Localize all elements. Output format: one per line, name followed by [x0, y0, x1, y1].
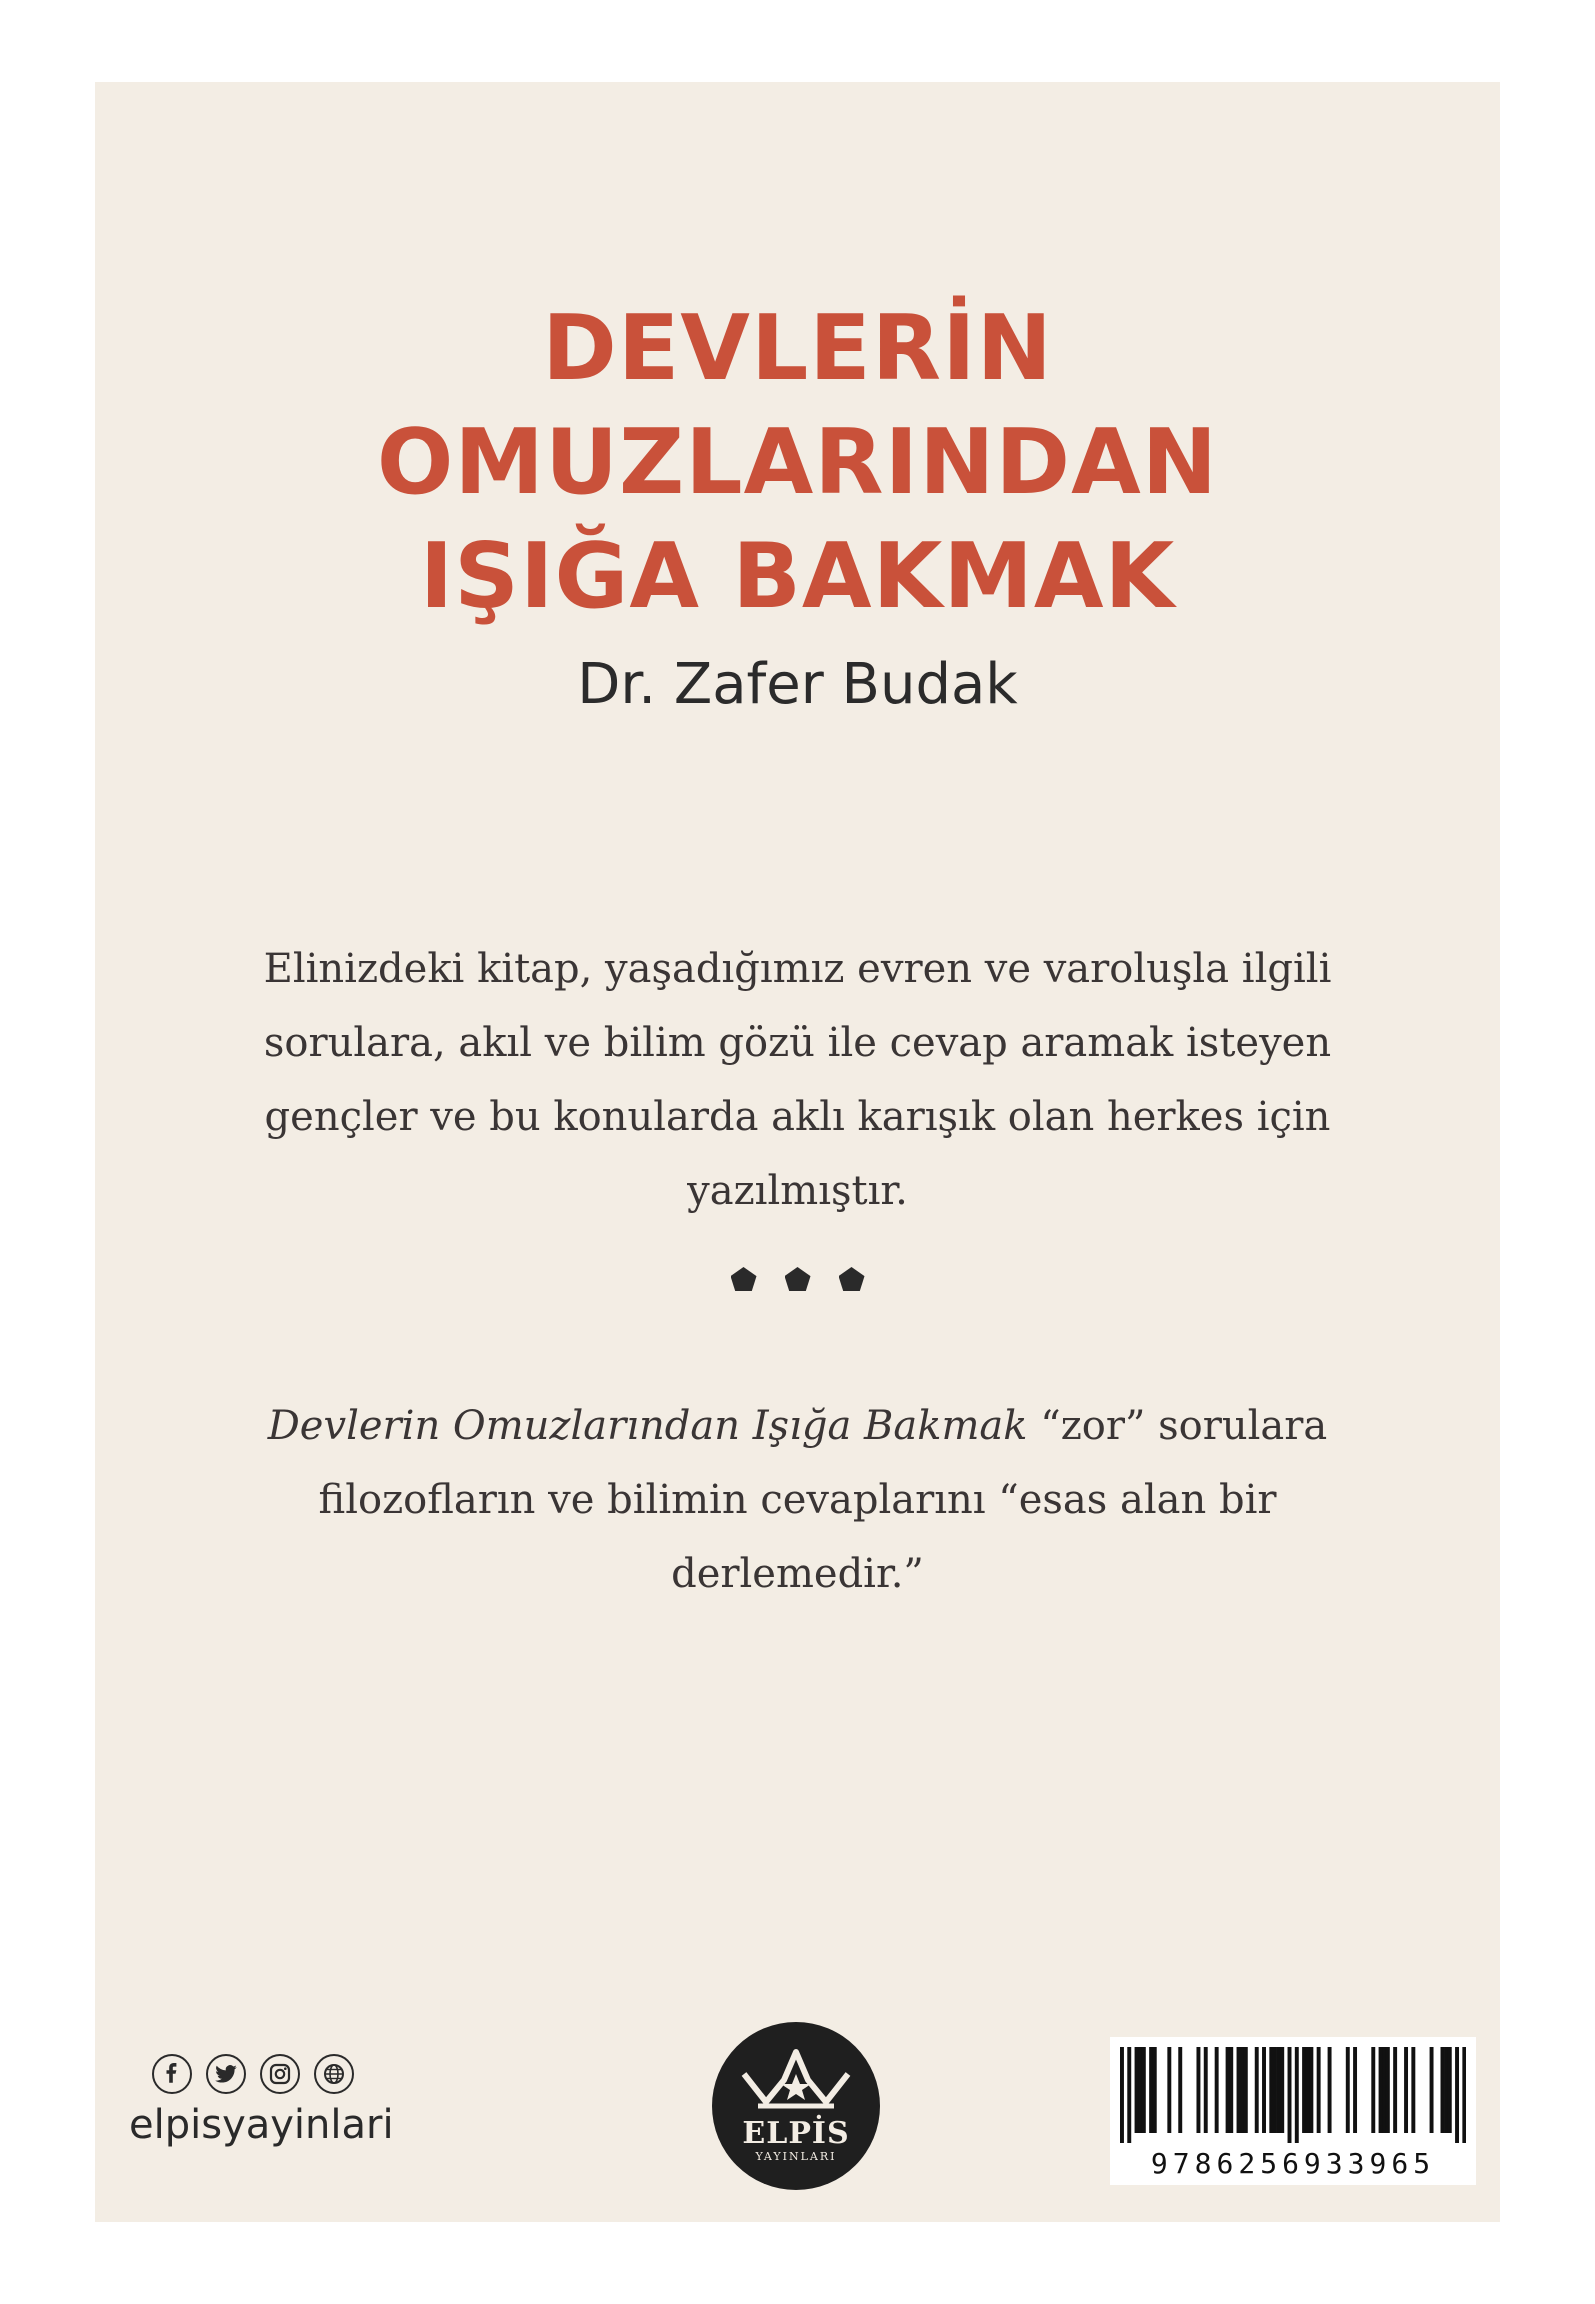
- barcode-bar: [1317, 2047, 1321, 2133]
- instagram-icon[interactable]: [260, 2054, 300, 2094]
- pentagon-ornament-icon: [731, 1267, 757, 1291]
- barcode-bar: [1229, 2047, 1233, 2133]
- isbn-number: 9786256933965: [1150, 2147, 1436, 2180]
- barcode-bar: [1280, 2047, 1284, 2133]
- barcode-bar: [1255, 2047, 1259, 2133]
- barcode-bar: [1277, 2047, 1281, 2133]
- barcode-bar: [1240, 2047, 1244, 2133]
- barcode-bar: [1167, 2047, 1171, 2133]
- publisher-logo: [712, 2022, 880, 2190]
- pentagon-ornament-icon: [785, 1267, 811, 1291]
- blurb-line: derlemedir.”: [671, 1551, 924, 1597]
- author-name: Dr. Zafer Budak: [577, 652, 1018, 717]
- barcode-bar: [1455, 2047, 1459, 2143]
- barcode-bar: [1273, 2047, 1277, 2133]
- barcode-bar: [1135, 2047, 1139, 2133]
- barcode-bar: [1462, 2047, 1466, 2143]
- barcode-bar: [1120, 2047, 1124, 2143]
- barcode-bar: [1441, 2047, 1445, 2133]
- social-handle[interactable]: elpisyayinlari: [129, 2102, 394, 2148]
- barcode-bar: [1262, 2047, 1266, 2133]
- title-line-2: OMUZLARINDAN: [376, 410, 1219, 515]
- publisher-name: ELPİS: [742, 2116, 850, 2151]
- barcode-bar: [1448, 2047, 1452, 2133]
- barcode-bar: [1149, 2047, 1153, 2133]
- barcode-bar: [1226, 2047, 1230, 2133]
- barcode-bar: [1379, 2047, 1383, 2133]
- blurb-line: yazılmıştır.: [687, 1168, 908, 1214]
- barcode-bar: [1215, 2047, 1219, 2133]
- blurb-paragraph-2: [95, 1389, 1500, 1611]
- barcode-bar: [1404, 2047, 1408, 2133]
- barcode-bar: [1306, 2047, 1310, 2133]
- blurb-line: gençler ve bu konularda aklı karışık olan herkes için: [264, 1094, 1331, 1140]
- barcode-bar: [1328, 2047, 1332, 2133]
- barcode-bar: [1237, 2047, 1241, 2133]
- barcode-bar: [1196, 2047, 1200, 2133]
- barcode-bar: [1138, 2047, 1142, 2133]
- twitter-icon[interactable]: [206, 2054, 246, 2094]
- barcode-bar: [1244, 2047, 1248, 2133]
- barcode-bar: [1288, 2047, 1292, 2143]
- title-line-1: DEVLERİN: [542, 296, 1053, 401]
- blurb-line: Elinizdeki kitap, yaşadığımız evren ve varoluşla ilgili: [263, 946, 1332, 992]
- blurb-text: “zor” sorulara: [1027, 1403, 1328, 1449]
- barcode-bar: [1353, 2047, 1357, 2133]
- title-line-3: IŞIĞA BAKMAK: [419, 524, 1176, 629]
- pentagon-ornament-icon: [839, 1267, 865, 1291]
- blurb-paragraph-1: [95, 932, 1500, 1228]
- barcode-bar: [1386, 2047, 1390, 2133]
- barcode-bar: [1295, 2047, 1299, 2143]
- barcode-bar: [1371, 2047, 1375, 2133]
- barcode-bar: [1309, 2047, 1313, 2133]
- barcode-bar: [1142, 2047, 1146, 2133]
- barcode-bar: [1127, 2047, 1131, 2143]
- blurb-line: [95, 1389, 1500, 1463]
- social-icons: [152, 2054, 354, 2094]
- web-icon[interactable]: [314, 2054, 354, 2094]
- crown-star-icon: [736, 2044, 856, 2116]
- barcode-bar: [1302, 2047, 1306, 2133]
- barcode-bar: [1393, 2047, 1397, 2133]
- book-title: [95, 292, 1500, 634]
- publisher-subtitle: YAYINLARI: [755, 2150, 837, 2163]
- barcode-bar: [1411, 2047, 1415, 2133]
- barcode-bar: [1178, 2047, 1182, 2133]
- barcode-bar: [1346, 2047, 1350, 2133]
- barcode-bar: [1430, 2047, 1434, 2133]
- italic-book-title: Devlerin Omuzlarından Işığa Bakmak: [267, 1403, 1028, 1449]
- barcode-bar: [1382, 2047, 1386, 2133]
- barcode-bar: [1204, 2047, 1208, 2133]
- blurb-line: sorulara, akıl ve bilim gözü ile cevap aramak isteyen: [263, 1020, 1332, 1066]
- barcode: [1110, 2037, 1476, 2185]
- back-cover: [95, 82, 1500, 2222]
- facebook-icon[interactable]: [152, 2054, 192, 2094]
- section-divider: [95, 1267, 1500, 1291]
- barcode-bar: [1153, 2047, 1157, 2133]
- blurb-line: filozofların ve bilimin cevaplarını “esas alan bir: [318, 1477, 1277, 1523]
- barcode-bars: [1120, 2047, 1466, 2143]
- barcode-bar: [1269, 2047, 1273, 2133]
- barcode-bar: [1444, 2047, 1448, 2133]
